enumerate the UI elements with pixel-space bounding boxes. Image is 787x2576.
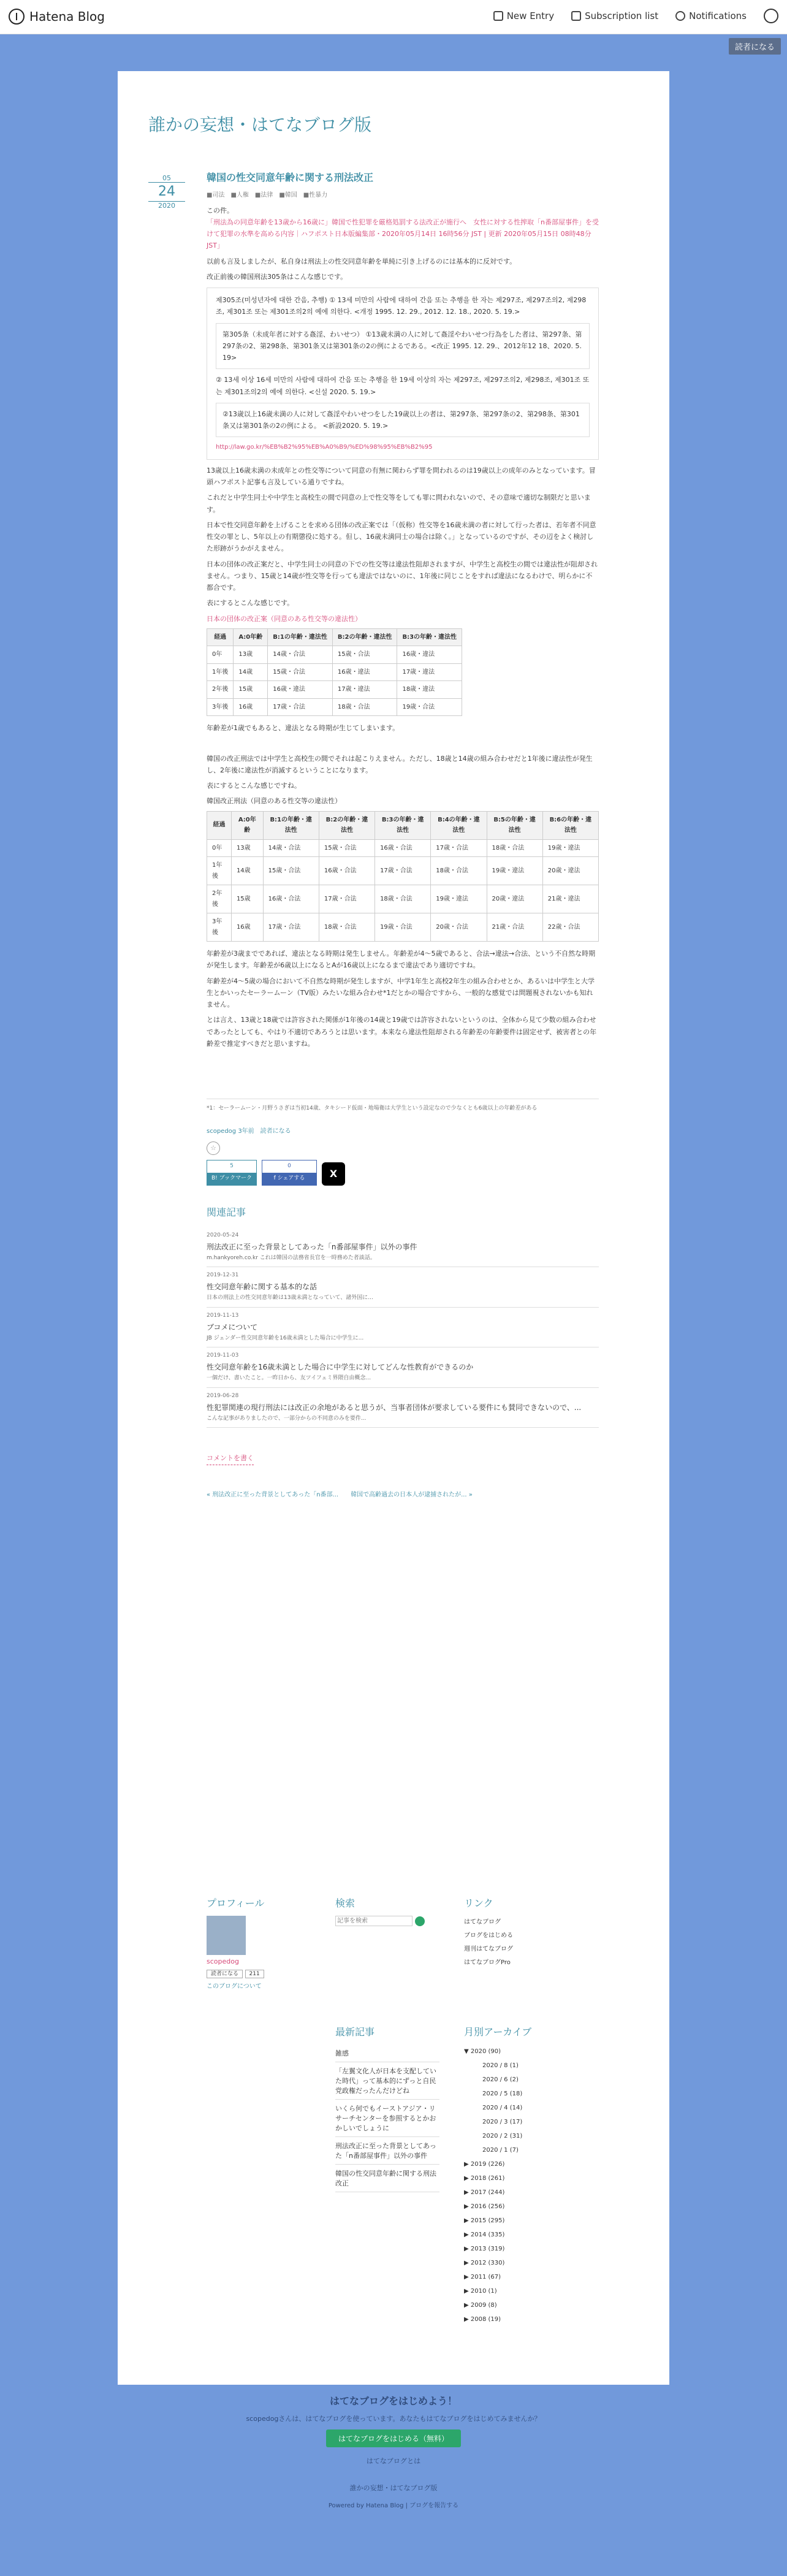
archive-item[interactable]: ▶ 2011 (67) [464, 2274, 501, 2281]
table-cell: 20歳・合法 [431, 913, 487, 942]
archive-item[interactable]: 2020 / 3 (17) [482, 2119, 523, 2125]
table-cell: 18歳・合法 [431, 857, 487, 885]
archive-item[interactable]: ▼ 2020 (90) [464, 2048, 501, 2055]
table-cell: 1年後 [207, 663, 234, 681]
related-item[interactable]: 2019-12-31 性交同意年齢に関する基本的な話 日本の刑法上の性交同意年齢は13歳未満となっていて、諸外国に... [207, 1267, 599, 1308]
table-japan-proposal [207, 628, 462, 717]
recent-entry-link[interactable]: 韓国の性交同意年齢に関する刑法改正 [335, 2165, 439, 2192]
entry-categories[interactable]: ■司法 ■人権 ■法律 ■韓国 ■性暴力 [207, 192, 328, 199]
entry-title[interactable]: 韓国の性交同意年齢に関する刑法改正 [207, 172, 374, 183]
table-cell: 19歳・合法 [397, 698, 462, 716]
archive-item[interactable]: ▶ 2013 (319) [464, 2246, 505, 2252]
table-cell: 22歳・合法 [542, 913, 598, 942]
notifications-link[interactable]: Notifications [675, 10, 747, 21]
subscription-link[interactable]: Subscription list [571, 10, 658, 21]
table-cell: 21歳・合法 [487, 913, 542, 942]
table-cell: 15歳・合法 [332, 646, 397, 664]
table-cell: 17歳・合法 [268, 698, 333, 716]
search-icon[interactable] [415, 1916, 425, 1926]
table-cell: 19歳・違法 [487, 857, 542, 885]
table-cell: 20歳・違法 [487, 885, 542, 913]
archive-item[interactable]: ▶ 2015 (295) [464, 2217, 505, 2224]
archive-item[interactable]: 2020 / 8 (1) [482, 2062, 519, 2069]
table-cell: 15歳・合法 [263, 857, 319, 885]
profile-reader-button[interactable]: 読者になる [207, 1970, 243, 1978]
archive-item[interactable]: ▶ 2010 (1) [464, 2288, 497, 2295]
avatar[interactable] [207, 1916, 246, 1955]
hatena-logo-icon [9, 9, 25, 25]
comment-link[interactable]: コメントを書く [207, 1452, 254, 1465]
hatena-logo[interactable] [9, 9, 105, 25]
table-row [207, 839, 599, 857]
table-cell: 15歳 [234, 681, 268, 699]
recent-entry-link[interactable]: 刑法改正に至った背景としてあった「n番部屋事件」以外の事件 [335, 2137, 439, 2165]
facebook-share-button[interactable]: 0 f シェアする [262, 1160, 317, 1186]
main-content [118, 71, 669, 2385]
archive-item[interactable]: ▶ 2018 (261) [464, 2175, 505, 2182]
table-cell: 0年 [207, 646, 234, 664]
share-buttons [207, 1160, 599, 1186]
table-cell: 15歳 [231, 885, 263, 913]
table-cell: 14歳・合法 [263, 839, 319, 857]
table-row [207, 646, 462, 664]
table-header: B:6の年齢・違法性 [542, 811, 598, 839]
related-item[interactable]: 2019-11-03 性交同意年齢を16歳未満とした場合に中学生に対してどんな性教育ができるのか 一個だけ、書いたこと。一昨日から、友ツイフェミ界隈自由概念... [207, 1347, 599, 1388]
table-cell: 16歳・合法 [263, 885, 319, 913]
search-module: 検索 記事を検索 [335, 1896, 458, 1926]
table-cell: 16歳 [231, 913, 263, 942]
bookmark-button[interactable]: 5 B! ブックマーク [207, 1160, 257, 1186]
table-header: 経過 [207, 811, 232, 839]
logo-text: Hatena Blog [29, 9, 105, 24]
footer-blogname[interactable]: 誰かの妄想・はてなブログ版 [349, 2484, 438, 2492]
table-cell: 2年後 [207, 681, 234, 699]
table-header: B:4の年齢・違法性 [431, 811, 487, 839]
table-header: B:5の年齢・違法性 [487, 811, 542, 839]
table-cell: 17歳・合法 [319, 885, 374, 913]
related-articles: 関連記事 2020-05-24 刑法改正に至った背景としてあった「n番部屋事件」以外の事件 m.hankyoreh.co.kr これは韓国の法務省長官を一時務めた者談話。 2019-12-31 性交同意年齢に関する基本的な話 日本の刑法上の性交同意年齢は13歳未満となっていて、諸外国に... 2019-11-13 ブコメについて JB ジェンダー性交同意年齢を16歳未満とした場合に中学生に... 2019-11-03 性交同意年齢を16歳未満とした場合に中学生に対してどんな性教育ができるのか 一個だけ、書いたこと。一昨日から、友ツイフェミ界隈自由概念... 2019-06-28 性犯罪関連の現行刑法には改正の余地があると思うが、当事者団体が要求している要件にも賛同できないので、... こんな記事がありましたので、一部分からの不同意のみを要件... [207, 1204, 599, 1428]
table-header: B:3の年齢・違法性 [375, 811, 431, 839]
archive-item[interactable]: ▶ 2017 (244) [464, 2189, 505, 2196]
table-cell: 14歳・合法 [268, 646, 333, 664]
about-hatena-link[interactable]: はてなブログとは [366, 2457, 421, 2465]
table-cell: 18歳・合法 [375, 885, 431, 913]
sidebar-link[interactable]: はてなブログPro [464, 1959, 511, 1966]
archive-item[interactable]: 2020 / 1 (7) [482, 2147, 519, 2154]
table-cell: 16歳・合法 [375, 839, 431, 857]
law-quote: 제305조(미성년자에 대한 간음, 추행) ① 13세 미만의 사람에 대하여 간음 또는 추행을 한 자는 제297조, 제297조의2, 제298조, 제301조 또는 제301조의2의 예에 의한다. <개정 1995. 12. 29., 2012. 12. 18., 2020. 5. 19.> 第305条（未成年者に対する姦淫、わいせつ） ①13歳未満の人に対して姦淫やわいせつ行為をした者は、第297条、第297条の2、第298条、第301条又は第301条の2の例によるである。<改正 1995. 12. 29.、2012年12 18、2020. 5. 19> ② 13세 이상 16세 미만의 사람에 대하여 간음 또는 추행을 한 19세 이상의 자는 제297조, 제297조의2, 제298조, 제301조 또는 제301조의2의 예에 의한다. <신설 2020. 5. 19.> ②13歳以上16歳未満の人に対して姦淫やわいせつをした19歳以上の者は、第297条、第297条の2、第298条、第301条又は第301条の2の例による。 <新設2020. 5. 19.> http://law.go.kr/%EB%B2%95%EB%A0%B9/%ED%98%95%EB%B2%95 [207, 288, 599, 460]
table-header: B:1の年齢・違法性 [268, 628, 333, 646]
table-row [207, 663, 462, 681]
sidebar-link[interactable]: はてなブログ [464, 1919, 501, 1926]
list-icon [571, 11, 581, 21]
table-cell: 18歳・合法 [487, 839, 542, 857]
archive-item[interactable]: ▶ 2014 (335) [464, 2231, 505, 2238]
archive-item[interactable]: ▶ 2016 (256) [464, 2203, 505, 2210]
user-avatar-icon[interactable] [764, 9, 778, 23]
recent-entry-link[interactable]: いくら何でもイーストアジア・リサーチセンターを参照するとかおかしいでしょうに [335, 2100, 439, 2137]
table-cell: 17歳・違法 [397, 663, 462, 681]
sidebar-link[interactable]: ブログをはじめる [464, 1932, 513, 1939]
law-source-link[interactable]: http://law.go.kr/%EB%B2%95%EB%A0%B9/%ED%98%95%EB%B2%95 [216, 444, 433, 451]
table-cell: 18歳・合法 [332, 698, 397, 716]
table-row [207, 698, 462, 716]
table-cell: 17歳・違法 [332, 681, 397, 699]
recent-entry-link[interactable]: 雑感 [335, 2044, 439, 2062]
archive-item[interactable]: 2020 / 2 (31) [482, 2133, 523, 2140]
recent-module: 最新記事 雑感 「左翼文化人が日本を支配していた時代」って基本的にずっと自民党政権だったんだけどね いくら何でもイーストアジア・リサーチセンターを参照するとかおかしいでしょうに 刑法改正に至った背景としてあった「n番部屋事件」以外の事件 韓国の性交同意年齢に関する刑法改正 [335, 2024, 439, 2192]
related-item[interactable]: 2019-06-28 性犯罪関連の現行刑法には改正の余地があると思うが、当事者団体が要求している要件にも賛同できないので、... こんな記事がありましたので、一部分からの不同意のみを要件... [207, 1388, 599, 1428]
bell-icon [675, 11, 685, 21]
table-cell: 19歳・合法 [375, 913, 431, 942]
pager[interactable]: « 刑法改正に至った背景としてあった「n番部... 韓国で高齢過去の日本人が逮捕されたが... » [207, 1491, 473, 1498]
profile-module: プロフィール scopedog 読者になる 211 このブログについて [207, 1896, 329, 1990]
table-row [207, 857, 599, 885]
recent-entry-link[interactable]: 「左翼文化人が日本を支配していた時代」って基本的にずっと自民党政権だったんだけどね [335, 2062, 439, 2100]
archive-item[interactable]: ▶ 2009 (8) [464, 2302, 497, 2309]
table-cell: 20歳・違法 [542, 857, 598, 885]
table-header: B:1の年齢・違法性 [263, 811, 319, 839]
table-header: B:2の年齢・違法性 [332, 628, 397, 646]
table-header: A:0年齢 [231, 811, 263, 839]
entry-date: 05 24 2020 [148, 174, 185, 210]
table-cell: 13歳 [234, 646, 268, 664]
table-row [207, 913, 599, 942]
table-cell: 16歳 [234, 698, 268, 716]
author-line[interactable]: scopedog 3年前 読者になる [207, 1127, 291, 1135]
sidebar-link[interactable]: 週刊はてなブログ [464, 1946, 513, 1953]
start-blog-button[interactable]: はてなブログをはじめる（無料） [326, 2429, 461, 2447]
footer: はてなブログをはじめよう！ scopedogさんは、はてなブログを使っています。あなたもはてなブログをはじめてみませんか？ はてなブログをはじめる（無料） はてなブログとは 誰かの妄想・はてなブログ版 Powered by Hatena Blog | ブログを報告する [0, 2385, 787, 2576]
table-row [207, 681, 462, 699]
blog-title[interactable]: 誰かの妄想・はてなブログ版 [148, 115, 372, 135]
table-cell: 18歳・違法 [397, 681, 462, 699]
entry: 韓国の性交同意年齢に関する刑法改正 ■司法 ■人権 ■法律 ■韓国 ■性暴力 この件。 「刑法為の同意年齢を13歳から16歳に」韓国で性犯罪を厳格処罰する法改正が施行へ 女性に対する性搾取「n番部屋事件」を受けて犯罪の水準を高める内容｜ハフポスト日本版編集部・2020年05月14日 16時56分 JST | 更新 2020年05月15日 08時48分 JST」 以前も言及しましたが、私自身は刑法上の性交同意年齢を単純に引き上げるのには基本的に反対です。 改正前後の韓国刑法305条はこんな感じです。 제305조(미성년자에 대한 간음, 추행) ① 13세 미만의 사람에 대하여 간음 또는 추행을 한 자는 제297조, 제297조의2, 제298조, 제301조 또는 제301조의2의 예에 의한다. <개정 1995. 12. 29., 2012. 12. 18., 2020. 5. 19.> 第305条（未成年者に対する姦淫、わいせつ） ①13歳未満の人に対して姦淫やわいせつ行為をした者は、第297条、第297条の2、第298条、第301条又は第301条の2の例によるである。<改正 1995. 12. 29.、2012年12 18、2020. 5. 19> ② 13세 이상 16세 미만의 사람에 대하여 간음 또는 추행을 한 19세 이상의 자는 제297조, 제297조의2, 제298조, 제301조 또는 제301조의2의 예에 의한다. <신설 2020. 5. 19.> ②13歳以上16歳未満の人に対して姦淫やわいせつをした19歳以上の者は、第297条、第297条の2、第298条、第301条又は第301条の2の例による。 <新設2020. 5. 19.> http://law.go.kr/%EB%B2%95%EB%A0%B9/%ED%98%95%EB%B2%95 13歳以上16歳未満の未成年との性交等について同意の有無に関わらず罪を問われるのは19歳以上の成年のみとなっています。冒頭ハフポスト記事も言及している通りですね。 これだと中学生同士や中学生と高校生の間で同意の上で性交等をしても罪に問われないので、その意味で適切な制限だと思います。 日本で性交同意年齢を上げることを求める団体の改正案では「（仮称）性交等を16歳未満の者に対して行った者は、若年者不同意性交の罪とし、5年以上の有期懲役に処する。但し、16歳未満同士の場合は除く。」となっているのですが、その辺をよく検討した形跡がうかがえません。 日本の団体の改正案だと、中学生同士の同意の下での性交等は違法性阻却されますが、中学生と高校生の間では違法性が阻却されません。つまり、15歳と14歳が性交等を行っても違法ではないのに、1年後に同じことをすれば違法になるわけで、明らかに不都合です。 表にするとこんな感じです。 日本の団体の改正案（同意のある性交等の違法性） 経過 A:0年齢 B:1の年齢・違法性 B:2の年齢・違法性 B:3の年齢・違法性 0年 13歳 14歳・合法 15歳・合法 16歳・違法 1年後 14歳 15歳・合法 16歳・違法 17歳・違法 2年後 15歳 16歳・違法 17歳・違法 18歳・違法 3年後 16歳 17歳・合法 18歳・合法 19歳・合法 年齢差が1歳でもあると、違法となる時期が生じてしまいます。 韓国の改正刑法では中学生と高校生の間でそれは起こりえません。ただし、18歳と14歳の組み合わせだと1年後に違法性が発生し、2年後に違法性が消滅するということになります。 表にするとこんな感じですね。 韓国改正刑法（同意のある性交等の違法性） 経過 A:0年齢 B:1の年齢・違法性 B:2の年齢・違法性 B:3の年齢・違法性 B:4の年齢・違法性 B:5の年齢・違法性 B:6の年齢・違法性 0年 13歳 14歳・合法 15歳・合法 16歳・合法 17歳・合法 18歳・合法 19歳・違法 1年後 14歳 15歳・合法 16歳・合法 17歳・合法 18歳・合法 19歳・違法 20歳・違法 2年後 15歳 16歳・合法 17歳・合法 18歳・合法 19歳・違法 20歳・違法 21歳・違法 3年後 16歳 17歳・合法 18歳・合法 19歳・合法 20歳・合法 21歳・合法 22歳・合法 年齢差が3歳までであれば、違法となる時期は発生しません。年齢差が4〜5歳であると、合法→違法→合法、という不自然な時期が発生します。年齢差が6歳以上になるとAが16歳以上になるまで違法であり適切ですね。 年齢差が4〜5歳の場合において不自然な時期が発生しますが、中学1年生と高校2年生の組み合わせとか、あるいは中学生と大学生とかいったセーラームーン（TV版）みたいな組み合わせ*1だとかの場合ですから、一般的な感覚では問題視されないかも知れません。 とは言え、13歳と18歳では許容された関係が1年後の14歳と19歳では許容されないというのは、全体から見て少数の組み合わせであったとしても、やはり不適切であろうとは思います。本来なら違法性阻却される年齢差の年齢要件は固定せず、被害者との年齢差で推定すべきだと思いますね。 *1：セーラームーン・月野うさぎは当初14歳、タキシード仮面・地場衛は大学生という設定なので少なくとも6歳以上の年齢差がある scopedog 3年前 読者になる ☆ 5 B! ブックマーク 0 f シェアする X 関連記事 2020-05-24 刑法改正に至った背景としてあった「n番部屋事件」以外の事件 m.hankyoreh.co.kr これは韓国の法務省長官を一時務めた者談話。 2019-12-31 性交同意年齢に関する基本的な話 日本の刑法上の性交同意年齢は13歳未満となっていて、諸外国に... 2019-11-13 ブコメについて JB ジェンダー性交同意年齢を16歳未満とした場合に中学生に... 2019-11-03 性交同意年齢を16歳未満とした場合に中学生に対してどんな性教育ができるのか 一個だけ、書いたこと。一昨日から、友ツイフェミ界隈自由概念... 2019-06-28 性犯罪関連の現行刑法には改正の余地があると思うが、当事者団体が要求している要件にも賛同できないので、... こんな記事がありましたので、一部分からの不同意のみを要件... コメントを書く « 刑法改正に至った背景としてあった「n番部... 韓国で高齢過去の日本人が逮捕されたが... » [207, 169, 599, 1500]
table-cell: 0年 [207, 839, 232, 857]
table-row [207, 885, 599, 913]
archive-item[interactable]: ▶ 2012 (330) [464, 2260, 505, 2266]
table-cell: 14歳 [231, 857, 263, 885]
table-cell: 16歳・違法 [268, 681, 333, 699]
table-cell: 17歳・合法 [263, 913, 319, 942]
x-share-icon[interactable]: X [322, 1162, 345, 1186]
archive-item[interactable]: 2020 / 4 (14) [482, 2105, 523, 2111]
about-link[interactable]: このブログについて [207, 1983, 262, 1990]
table-cell: 1年後 [207, 857, 232, 885]
table-cell: 16歳・合法 [319, 857, 374, 885]
table-cell: 16歳・違法 [397, 646, 462, 664]
star-icon[interactable]: ☆ [207, 1141, 220, 1155]
table-cell: 3年後 [207, 913, 232, 942]
news-link[interactable]: 「刑法為の同意年齢を13歳から16歳に」韓国で性犯罪を厳格処罰する法改正が施行へ 女性に対する性搾取「n番部屋事件」を受けて犯罪の水準を高める内容｜ハフポスト日本版編集部・2020年05月14日 16時56分 JST | 更新 2020年05月15日 08時48分 JST」 [207, 218, 599, 250]
table-cell: 13歳 [231, 839, 263, 857]
powered-by[interactable]: Powered by Hatena Blog | ブログを報告する [328, 2502, 459, 2509]
table-header: B:3の年齢・違法性 [397, 628, 462, 646]
links-module: リンク はてなブログ ブログをはじめる 週刊はてなブログ はてなブログPro [464, 1896, 587, 1970]
reader-button[interactable]: 読者になる [729, 38, 781, 55]
top-bar [0, 0, 787, 34]
table-cell: 17歳・合法 [431, 839, 487, 857]
archive-module: 月別アーカイブ ▼ 2020 (90) 2020 / 8 (1) 2020 / 6 (2) 2020 / 5 (18) 2020 / 4 (14) 2020 / 3 (17) 2020 / 2 (31) 2020 / 1 (7) ▶ 2019 (226) ▶ 2018 (261) ▶ 2017 (244) ▶ 2016 (256) ▶ 2015 (295) ▶ 2014 (335) ▶ 2013 (319) ▶ 2012 (330) ▶ 2011 (67) ▶ 2010 (1) ▶ 2009 (8) ▶ 2008 (19) [464, 2024, 587, 2326]
search-input[interactable] [335, 1916, 413, 1926]
table-cell: 19歳・違法 [431, 885, 487, 913]
pencil-icon [493, 11, 503, 21]
table-header: B:2の年齢・違法性 [319, 811, 374, 839]
table-cell: 2年後 [207, 885, 232, 913]
table-cell: 14歳 [234, 663, 268, 681]
footnote: *1：セーラームーン・月野うさぎは当初14歳、タキシード仮面・地場衛は大学生という設定なので少なくとも6歳以上の年齢差がある [207, 1099, 599, 1114]
table-cell: 15歳・合法 [319, 839, 374, 857]
archive-item[interactable]: 2020 / 5 (18) [482, 2090, 523, 2097]
table-header: 経過 [207, 628, 234, 646]
table-cell: 19歳・違法 [542, 839, 598, 857]
archive-item[interactable]: ▶ 2019 (226) [464, 2161, 505, 2168]
table-header: A:0年齢 [234, 628, 268, 646]
table-cell: 21歳・違法 [542, 885, 598, 913]
table-cell: 16歳・違法 [332, 663, 397, 681]
profile-name[interactable]: scopedog [207, 1957, 239, 1965]
table-cell: 18歳・合法 [319, 913, 374, 942]
table-cell: 15歳・合法 [268, 663, 333, 681]
table-korea-law [207, 811, 599, 942]
new-entry-link[interactable]: New Entry [493, 10, 554, 21]
related-item[interactable]: 2019-11-13 ブコメについて JB ジェンダー性交同意年齢を16歳未満とした場合に中学生に... [207, 1308, 599, 1348]
archive-item[interactable]: 2020 / 6 (2) [482, 2076, 519, 2083]
archive-item[interactable]: ▶ 2008 (19) [464, 2316, 501, 2323]
table-cell: 3年後 [207, 698, 234, 716]
related-item[interactable]: 2020-05-24 刑法改正に至った背景としてあった「n番部屋事件」以外の事件 m.hankyoreh.co.kr これは韓国の法務省長官を一時務めた者談話。 [207, 1227, 599, 1268]
table-cell: 17歳・合法 [375, 857, 431, 885]
